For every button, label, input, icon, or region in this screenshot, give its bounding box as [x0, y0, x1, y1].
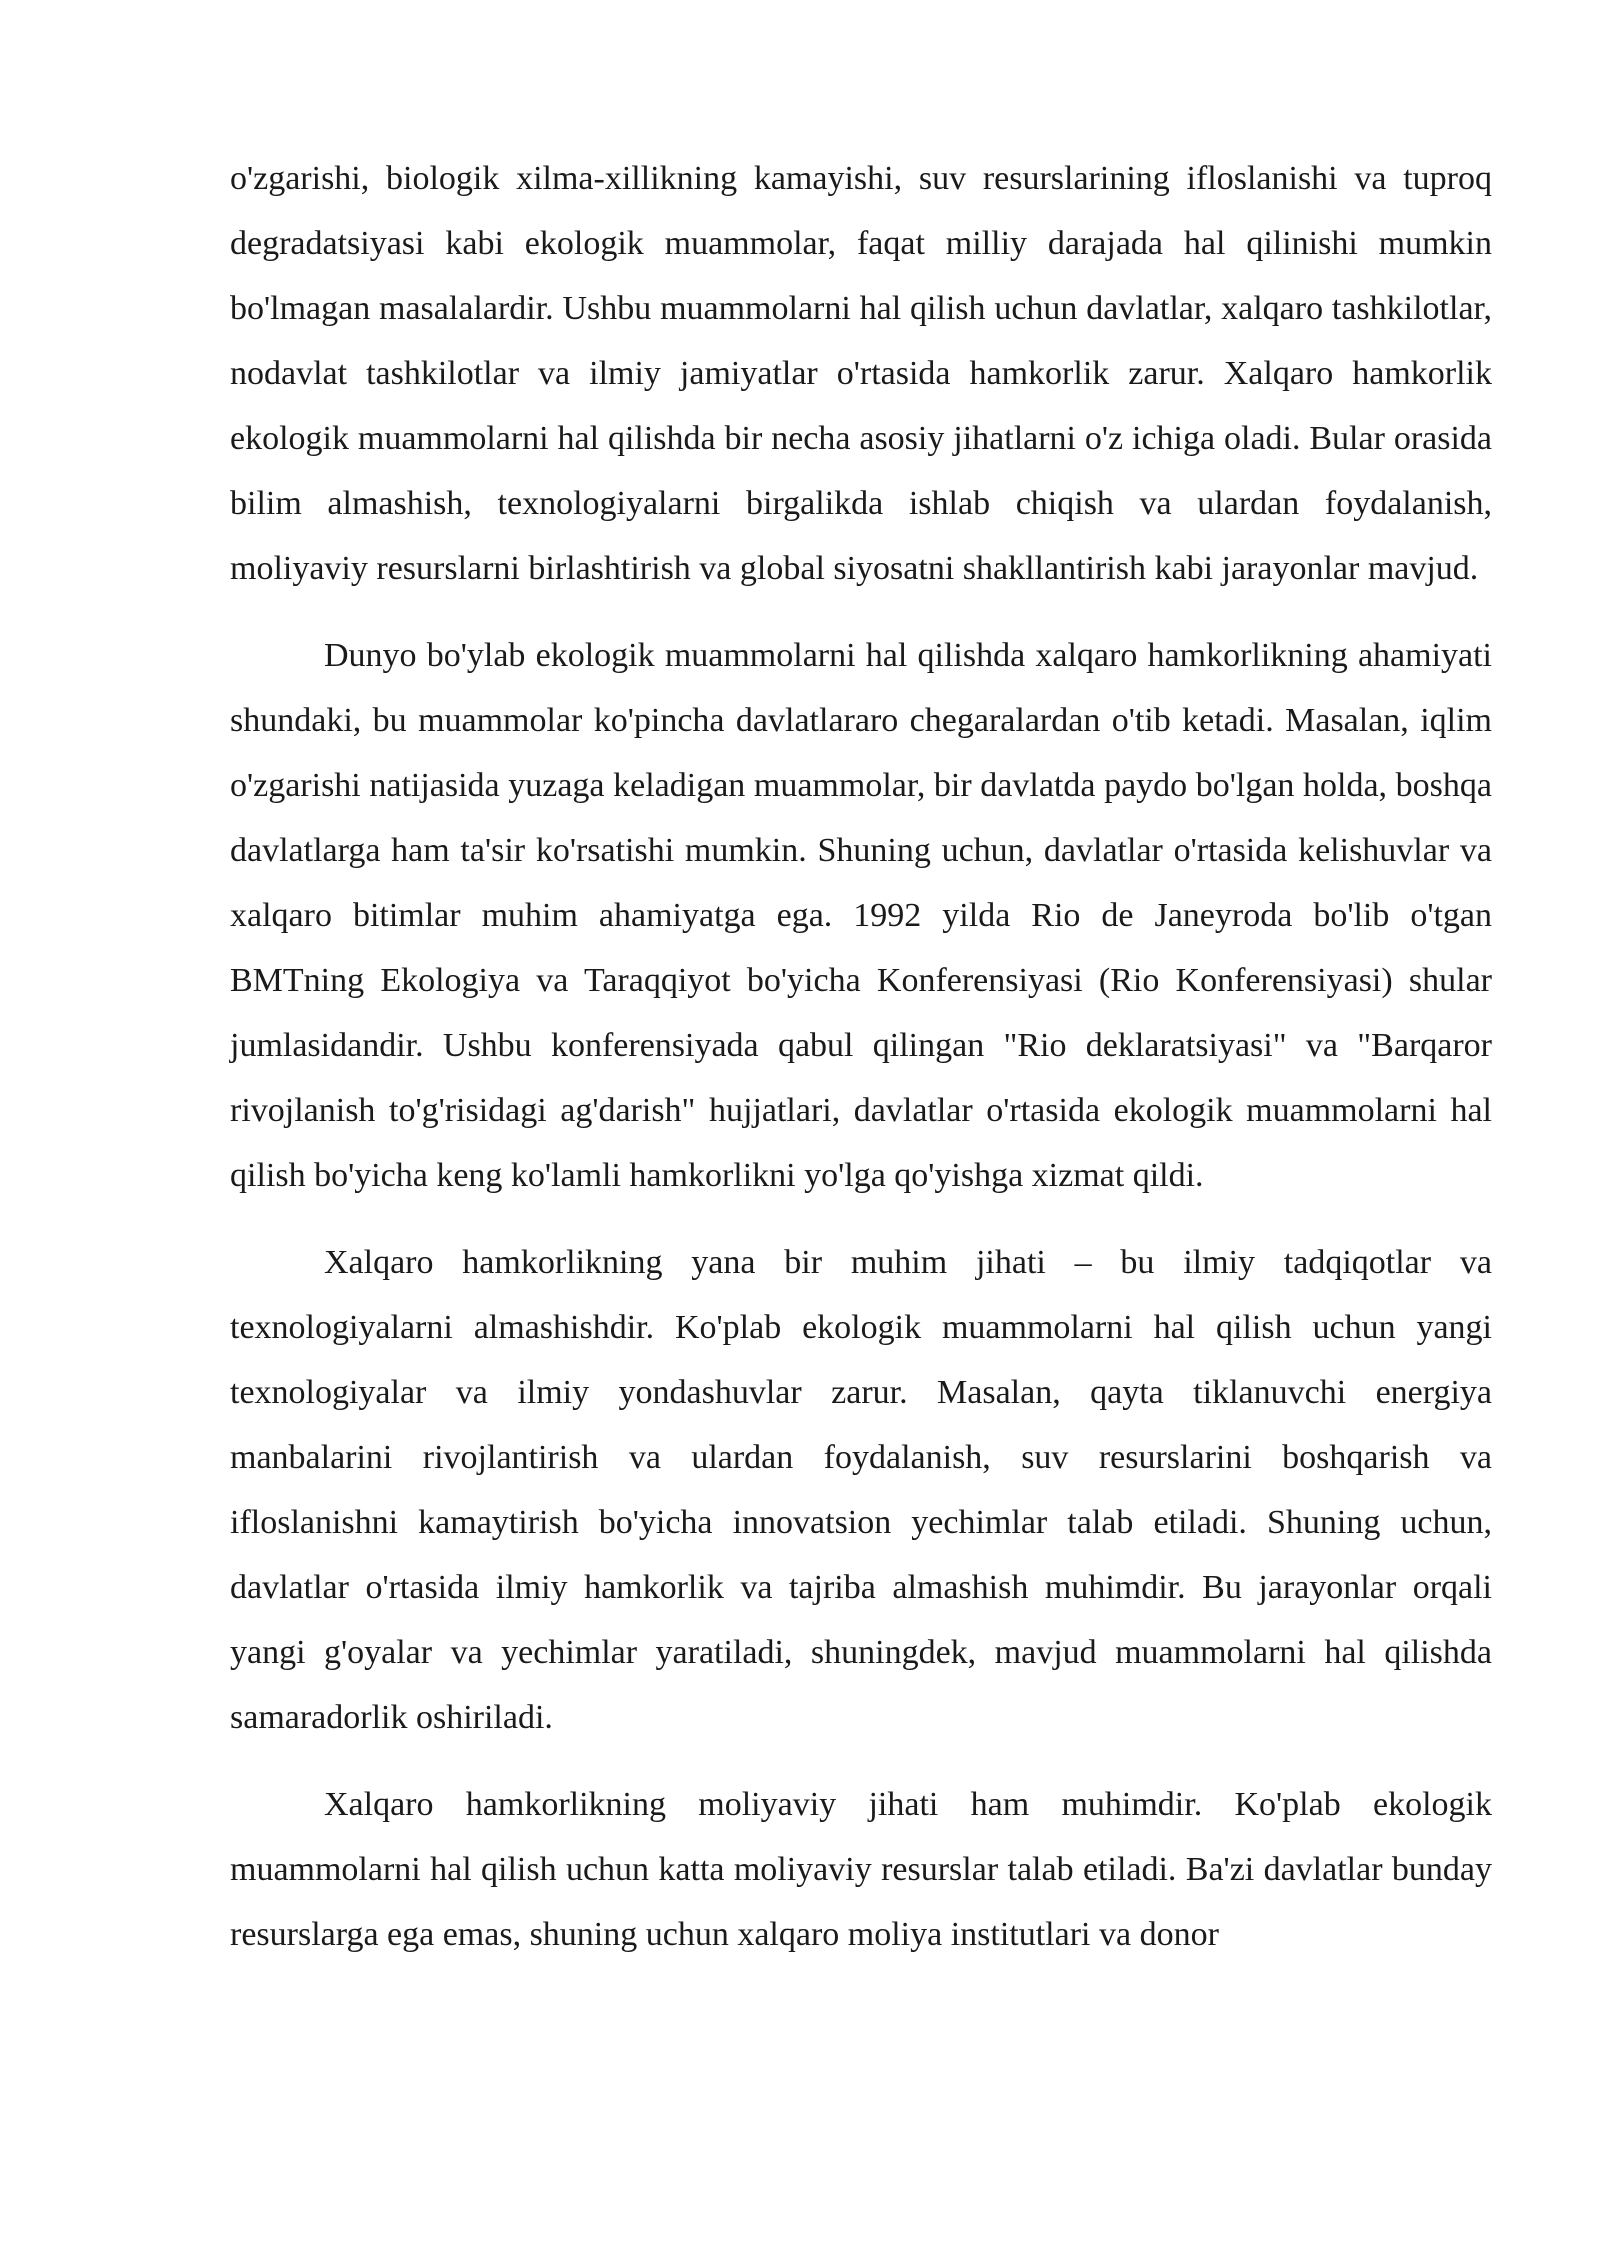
paragraph-4: Xalqaro hamkorlikning moliyaviy jihati ham muhimdir. Ko'plab ekologik muammolarni hal qilish uchun katta moliyaviy resurslar talab etiladi. Ba'zi davlatlar bunday resurslarga ega emas, shuning uchun xalqaro moliya institutlari va donor — [230, 1786, 1492, 1953]
paragraph-3: Xalqaro hamkorlikning yana bir muhim jihati – bu ilmiy tadqiqotlar va texnologiyalarni almashishdir. Ko'plab ekologik muammolarni hal qilish uchun yangi texnologiyalar va ilmiy yondashuvlar zarur. Masalan, qayta tiklanuvchi energiya manbalarini rivojlantirish va ulardan foydalanish, suv resurslarini boshqarish va ifloslanishni kamaytirish bo'yicha innovatsion yechimlar talab etiladi. Shuning uchun, davlatlar o'rtasida ilmiy hamkorlik va tajriba almashish muhimdir. Bu jarayonlar orqali yangi g'oyalar va yechimlar yaratiladi, shuningdek, mavjud muammolarni hal qilishda samaradorlik oshiriladi. — [230, 1244, 1492, 1736]
paragraph-1: o'zgarishi, biologik xilma-xillikning kamayishi, suv resurslarining ifloslanishi va tuproq degradatsiyasi kabi ekologik muammolar, faqat milliy darajada hal qilinishi mumkin bo'lmagan masalalardir. Ushbu muammolarni hal qilish uchun davlatlar, xalqaro tashkilotlar, nodavlat tashkilotlar va ilmiy jamiyatlar o'rtasida hamkorlik zarur. Xalqaro hamkorlik ekologik muammolarni hal qilishda bir necha asosiy jihatlarni o'z ichiga oladi. Bular orasida bilim almashish, texnologiyalarni birgalikda ishlab chiqish va ulardan foydalanish, moliyaviy resurslarni birlashtirish va global siyosatni shakllantirish kabi jarayonlar mavjud. — [230, 160, 1492, 587]
paragraph-2: Dunyo bo'ylab ekologik muammolarni hal qilishda xalqaro hamkorlikning ahamiyati shundaki, bu muammolar ko'pincha davlatlararo chegaralardan o'tib ketadi. Masalan, iqlim o'zgarishi natijasida yuzaga keladigan muammolar, bir davlatda paydo bo'lgan holda, boshqa davlatlarga ham ta'sir ko'rsatishi mumkin. Shuning uchun, davlatlar o'rtasida kelishuvlar va xalqaro bitimlar muhim ahamiyatga ega. 1992 yilda Rio de Janeyroda bo'lib o'tgan BMTning Ekologiya va Taraqqiyot bo'yicha Konferensiyasi (Rio Konferensiyasi) shular jumlasidandir. Ushbu konferensiyada qabul qilingan "Rio deklaratsiyasi" va "Barqaror rivojlanish to'g'risidagi ag'darish" hujjatlari, davlatlar o'rtasida ekologik muammolarni hal qilish bo'yicha keng ko'lamli hamkorlikni yo'lga qo'yishga xizmat qildi. — [230, 637, 1492, 1194]
document-body — [230, 146, 1492, 1989]
